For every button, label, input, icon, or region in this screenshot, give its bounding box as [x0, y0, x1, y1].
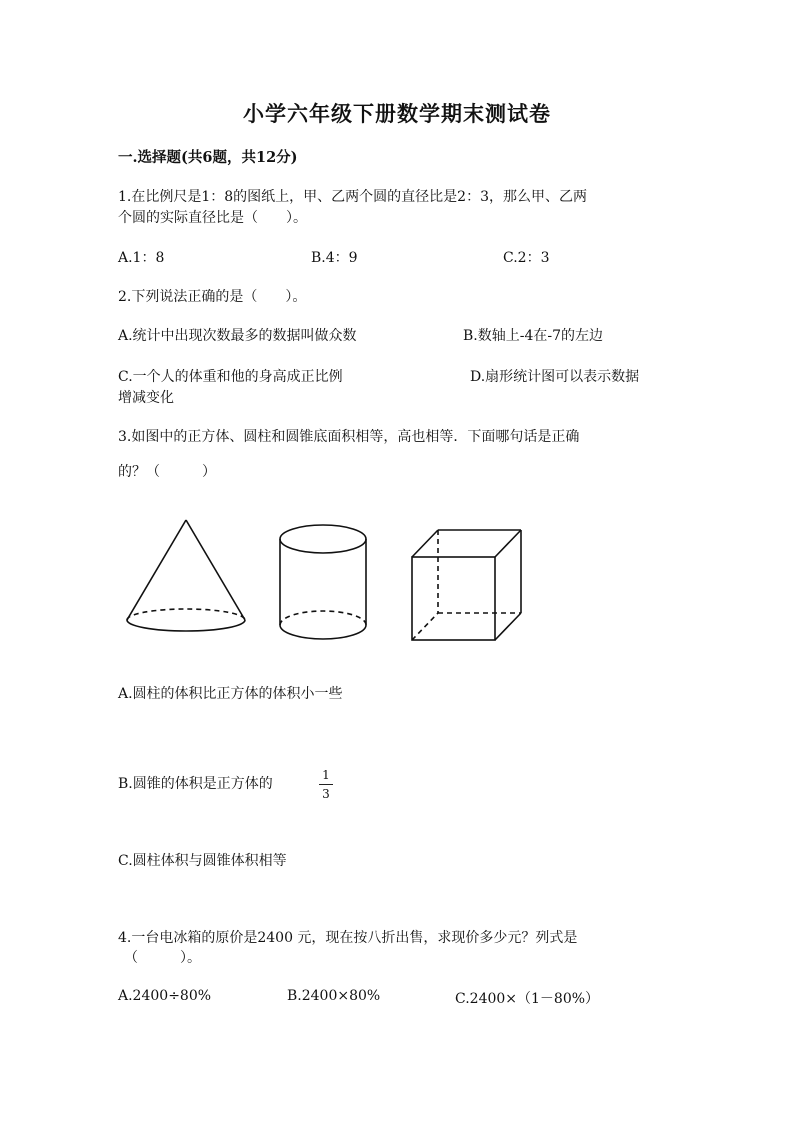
page-title: 小学六年级下册数学期末测试卷 — [243, 101, 551, 126]
cone-icon — [127, 520, 245, 631]
question-4-option-b: B.2400×80% — [287, 988, 381, 1004]
question-2-option-c: C.一个人的体重和他的身高成正比例 — [118, 369, 343, 385]
geometry-figure — [110, 505, 540, 650]
cube-icon — [412, 530, 521, 640]
question-1-line-1: 1.在比例尺是1：8的图纸上，甲、乙两个圆的直径比是2：3，那么甲、乙两 — [118, 189, 587, 205]
question-3-line-2: 的？（ ） — [118, 464, 216, 480]
cylinder-icon — [280, 525, 366, 639]
question-4-line-2: （ ）。 — [124, 950, 201, 966]
section-heading: 一.选择题(共6题，共12分) — [118, 149, 298, 166]
question-3-option-a: A.圆柱的体积比正方体的体积小一些 — [118, 686, 343, 702]
fraction-numerator: 1 — [322, 768, 330, 782]
question-4-option-a: A.2400÷80% — [118, 988, 212, 1004]
question-2-stem: 2.下列说法正确的是（ ）。 — [118, 289, 307, 305]
question-4-line-1: 4.一台电冰箱的原价是2400 元，现在按八折出售，求现价多少元？列式是 — [118, 930, 578, 946]
fraction-bar — [319, 784, 333, 785]
question-1-option-c: C.2：3 — [503, 250, 550, 266]
question-1-line-2: 个圆的实际直径比是（ ）。 — [118, 210, 307, 226]
question-1-option-b: B.4：9 — [311, 250, 358, 266]
question-4-option-c: C.2400×（1－80%） — [455, 991, 600, 1007]
question-1-option-a: A.1：8 — [118, 250, 165, 266]
question-3-line-1: 3.如图中的正方体、圆柱和圆锥底面积相等，高也相等．下面哪句话是正确 — [118, 429, 580, 445]
question-2-option-b: B.数轴上-4在-7的左边 — [463, 328, 604, 344]
question-2-option-a: A.统计中出现次数最多的数据叫做众数 — [118, 328, 357, 344]
question-3-option-b: B.圆锥的体积是正方体的 — [118, 776, 273, 792]
fraction-one-third — [318, 768, 334, 801]
fraction-denominator: 3 — [322, 787, 330, 801]
question-2-option-d: D.扇形统计图可以表示数据 — [470, 369, 640, 385]
question-2-option-d-continued: 增减变化 — [118, 390, 174, 406]
question-3-option-c: C.圆柱体积与圆锥体积相等 — [118, 853, 287, 869]
